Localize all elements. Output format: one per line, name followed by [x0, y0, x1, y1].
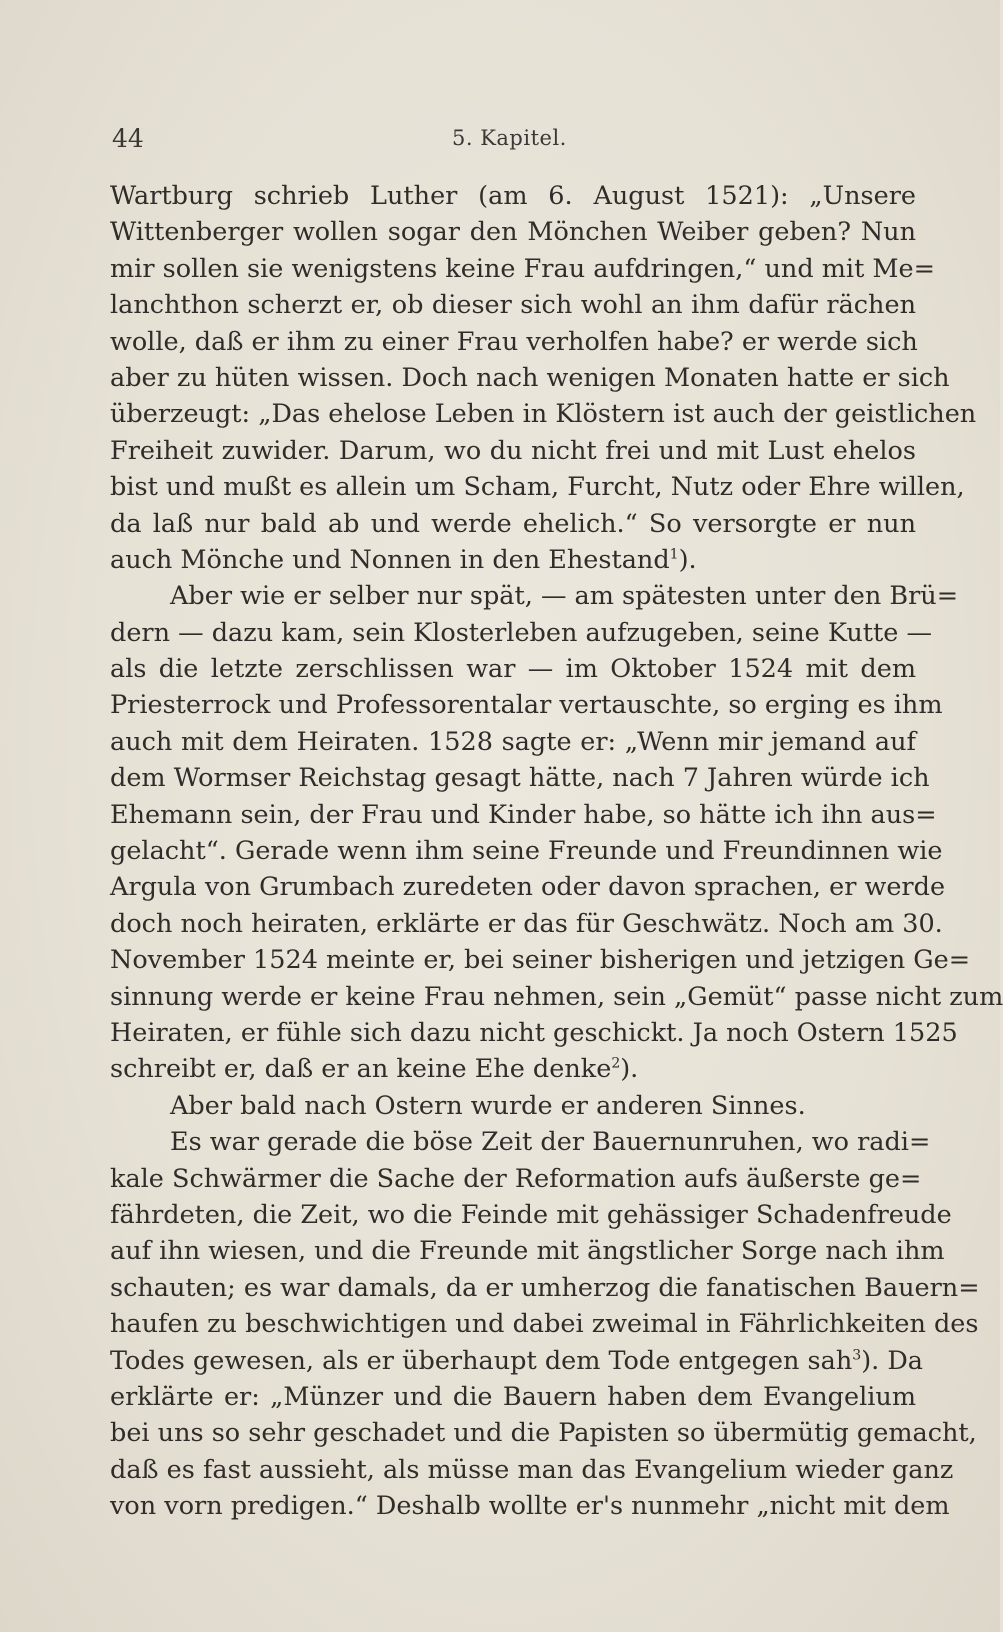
text-line: [110, 615, 932, 651]
text-line-content: überzeugt: „Das ehelose Leben in Klöstern ist auch der geistlichen: [110, 399, 977, 430]
text-line: [110, 1051, 916, 1087]
text-line: [110, 1270, 980, 1306]
text-line: [110, 251, 936, 287]
text-line-content: auch Mönche und Nonnen in den Ehestand: [110, 544, 670, 575]
text-line: [110, 433, 916, 469]
text-line: [110, 797, 937, 833]
text-line-tail: ). Da: [861, 1345, 923, 1376]
text-line: [110, 724, 916, 760]
text-line-tail: ).: [620, 1054, 639, 1085]
text-line: [110, 1233, 945, 1269]
text-line: [110, 542, 916, 578]
text-line-content: haufen zu beschwichtigen und dabei zweimal in Fährlichkeiten des: [110, 1309, 979, 1340]
text-line: [110, 1343, 923, 1379]
text-line: [110, 760, 930, 796]
text-line-content: wolle, daß er ihm zu einer Frau verholfen habe? er werde sich: [110, 326, 918, 357]
text-line: [110, 578, 959, 614]
text-line: [110, 869, 946, 905]
text-line-content: als die letzte zerschlissen war — im Oktober 1524 mit dem: [110, 654, 916, 685]
text-line-tail: ).: [678, 544, 697, 575]
text-line-content: schreibt er, daß er an keine Ehe denke: [110, 1054, 612, 1085]
text-line: [110, 979, 1003, 1015]
text-line: [110, 178, 916, 214]
text-line-content: auch mit dem Heiraten. 1528 sagte er: „Wenn mir jemand auf: [110, 726, 916, 757]
text-line-content: Aber wie er selber nur spät, — am spätesten unter den Brü=: [170, 581, 959, 612]
text-line-content: Heiraten, er fühle sich dazu nicht geschickt. Ja noch Ostern 1525: [110, 1017, 958, 1048]
text-line: [110, 942, 971, 978]
text-line-content: Freiheit zuwider. Darum, wo du nicht frei und mit Lust ehelos: [110, 435, 916, 466]
text-line-content: Aber bald nach Ostern wurde er anderen Sinnes.: [170, 1090, 806, 1121]
text-line: [110, 1379, 916, 1415]
footnote-marker: 3: [852, 1347, 862, 1363]
text-line: [110, 360, 950, 396]
text-line: [110, 1306, 979, 1342]
text-line-content: dem Wormser Reichstag gesagt hätte, nach 7 Jahren würde ich: [110, 763, 930, 794]
text-line-content: erklärte er: „Münzer und die Bauern haben dem Evangelium: [110, 1381, 916, 1412]
footnote-marker: 2: [611, 1055, 621, 1072]
text-line-content: dern — dazu kam, sein Klosterleben aufzugeben, seine Kutte —: [110, 617, 932, 648]
text-line-content: kale Schwärmer die Sache der Reformation aufs äußerste ge=: [110, 1163, 922, 1194]
footnote-marker: 1: [669, 546, 679, 563]
text-line: [110, 214, 916, 250]
text-line-content: aber zu hüten wissen. Doch nach wenigen Monaten hatte er sich: [110, 362, 950, 393]
text-line: [110, 1415, 977, 1451]
text-line-content: fährdeten, die Zeit, wo die Feinde mit gehässiger Schadenfreude: [110, 1199, 952, 1230]
text-line-content: Argula von Grumbach zuredeten oder davon sprachen, er werde: [110, 872, 946, 903]
text-line-content: November 1524 meinte er, bei seiner bisherigen und jetzigen Ge=: [110, 945, 971, 976]
text-line: [110, 1488, 950, 1524]
text-line: [110, 396, 977, 432]
text-line: [110, 906, 943, 942]
text-line-content: lanchthon scherzt er, ob dieser sich wohl an ihm dafür rächen: [110, 290, 916, 321]
text-line-content: bist und mußt es allein um Scham, Furcht, Nutz oder Ehre willen,: [110, 472, 965, 503]
text-line: [110, 833, 943, 869]
text-line-content: daß es fast aussieht, als müsse man das Evangelium wieder ganz: [110, 1454, 954, 1485]
text-line: [110, 1161, 922, 1197]
text-line-content: schauten; es war damals, da er umherzog die fanatischen Bauern=: [110, 1272, 980, 1303]
text-line: [110, 651, 916, 687]
text-line-content: sinnung werde er keine Frau nehmen, sein „Gemüt“ passe nicht zum: [110, 981, 1003, 1012]
text-line: [110, 687, 943, 723]
page-number: 44: [112, 124, 144, 153]
running-head: 5. Kapitel.: [452, 126, 567, 150]
text-line-content: gelacht“. Gerade wenn ihm seine Freunde und Freundinnen wie: [110, 836, 943, 867]
text-line: [110, 1452, 954, 1488]
text-line-content: auf ihn wiesen, und die Freunde mit ängstlicher Sorge nach ihm: [110, 1236, 945, 1267]
text-line-content: Priesterrock und Professorentalar vertauschte, so erging es ihm: [110, 690, 943, 721]
page-header: [112, 124, 912, 160]
text-line: [110, 324, 916, 360]
text-line: [110, 1088, 916, 1124]
text-line-content: mir sollen sie wenigstens keine Frau aufdringen,“ und mit Me=: [110, 253, 936, 284]
body-text: [110, 178, 1003, 1524]
text-line: [110, 469, 965, 505]
text-line-content: Todes gewesen, als er überhaupt dem Tode entgegen sah: [110, 1345, 853, 1376]
text-line: [110, 1124, 931, 1160]
text-line: [110, 506, 916, 542]
text-line-content: Wittenberger wollen sogar den Mönchen Weiber geben? Nun: [110, 217, 916, 248]
text-line-content: Wartburg schrieb Luther (am 6. August 1521): „Unsere: [110, 181, 916, 211]
text-line: [110, 1015, 958, 1051]
text-line: [110, 287, 916, 323]
text-line-content: Ehemann sein, der Frau und Kinder habe, so hätte ich ihn aus=: [110, 799, 937, 830]
text-line-content: bei uns so sehr geschadet und die Papisten so übermütig gemacht,: [110, 1418, 977, 1449]
text-line-content: da laß nur bald ab und werde ehelich.“ So versorgte er nun: [110, 508, 916, 539]
text-line-content: Es war gerade die böse Zeit der Bauernunruhen, wo radi=: [170, 1127, 931, 1158]
text-line-content: doch noch heiraten, erklärte er das für Geschwätz. Noch am 30.: [110, 908, 943, 939]
text-line: [110, 1197, 952, 1233]
text-line-content: von vorn predigen.“ Deshalb wollte er's nunmehr „nicht mit dem: [110, 1491, 950, 1522]
